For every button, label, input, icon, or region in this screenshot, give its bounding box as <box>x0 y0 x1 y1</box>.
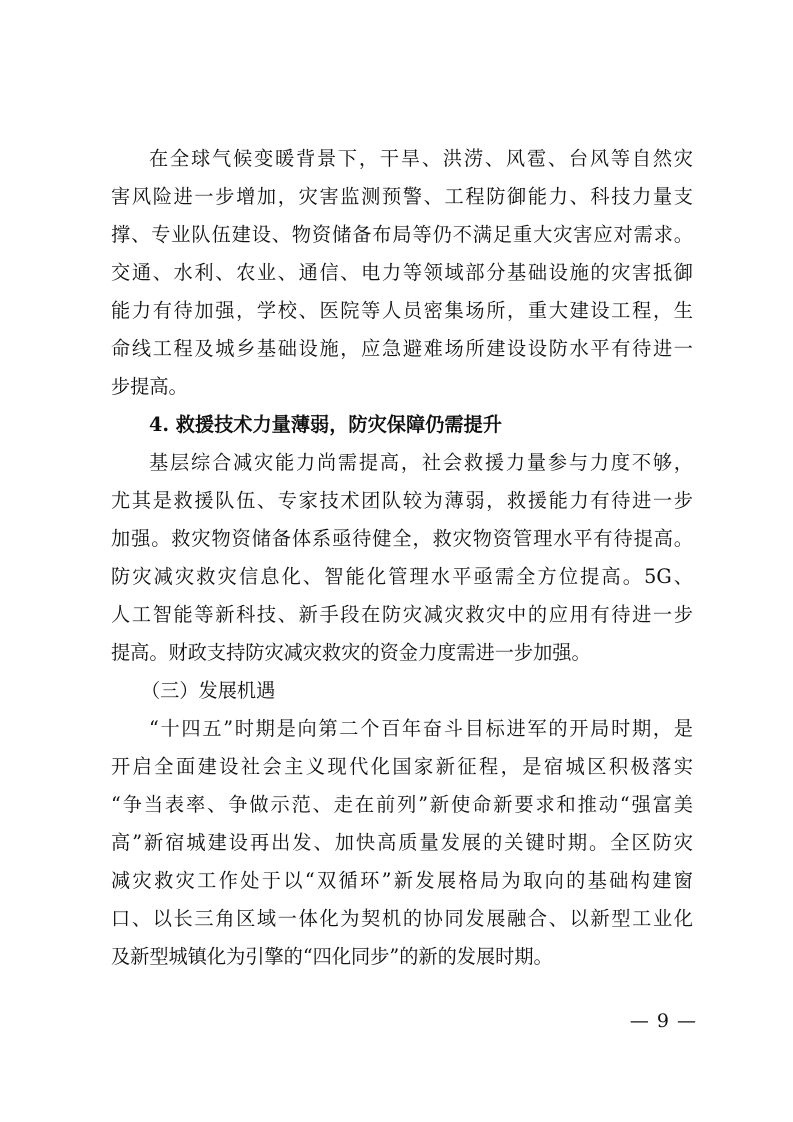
text-line: “十四五”时期是向第二个百年奋斗目标进军的开局时期，是 <box>149 717 693 740</box>
text-line: 口、以长三角区域一体化为契机的协同发展融合、以新型工业化 <box>111 907 693 930</box>
document-body <box>111 140 693 976</box>
text-line: 高”新宿城建设再出发、加快高质量发展的关键时期。全区防灾 <box>111 831 693 854</box>
text-line: 命线工程及城乡基础设施，应急避难场所建设设防水平有待进一 <box>111 337 693 360</box>
paragraph-risk <box>111 140 693 406</box>
page-number: — 9 — <box>629 1010 697 1032</box>
text-line: 减灾救灾工作处于以“双循环”新发展格局为取向的基础构建窗 <box>111 869 693 892</box>
paragraph-opportunities <box>111 710 693 976</box>
text-line: 步提高。 <box>111 375 188 398</box>
text-line: 人工智能等新科技、新手段在防灾减灾救灾中的应用有待进一步 <box>111 603 693 626</box>
text-line: 在全球气候变暖背景下，干旱、洪涝、风雹、台风等自然灾 <box>149 147 693 170</box>
text-line: “争当表率、争做示范、走在前列”新使命新要求和推动“强富美 <box>111 793 693 816</box>
text-line: 害风险进一步增加，灾害监测预警、工程防御能力、科技力量支 <box>111 185 693 208</box>
text-line: 能力有待加强，学校、医院等人员密集场所，重大建设工程，生 <box>111 299 693 322</box>
text-line: 开启全面建设社会主义现代化国家新征程，是宿城区积极落实 <box>111 755 693 778</box>
section-title-opportunities: （三）发展机遇 <box>141 679 276 702</box>
paragraph-rescue <box>111 444 693 672</box>
section-heading-4: 4. 救援技术力量薄弱，防灾保障仍需提升 <box>149 413 502 436</box>
text-line: 尤其是救援队伍、专家技术团队较为薄弱，救援能力有待进一步 <box>111 489 693 512</box>
text-line: 防灾减灾救灾信息化、智能化管理水平亟需全方位提高。5G、 <box>111 565 693 588</box>
text-line: 及新型城镇化为引擎的“四化同步”的新的发展时期。 <box>111 945 553 968</box>
text-line: 撑、专业队伍建设、物资储备布局等仍不满足重大灾害应对需求。 <box>111 223 693 246</box>
text-line: 交通、水利、农业、通信、电力等领域部分基础设施的灾害抵御 <box>111 261 693 284</box>
text-line: 提高。财政支持防灾减灾救灾的资金力度需进一步加强。 <box>111 641 591 664</box>
text-line: 基层综合减灾能力尚需提高，社会救援力量参与力度不够， <box>149 451 693 474</box>
text-line: 加强。救灾物资储备体系亟待健全，救灾物资管理水平有待提高。 <box>111 527 693 550</box>
